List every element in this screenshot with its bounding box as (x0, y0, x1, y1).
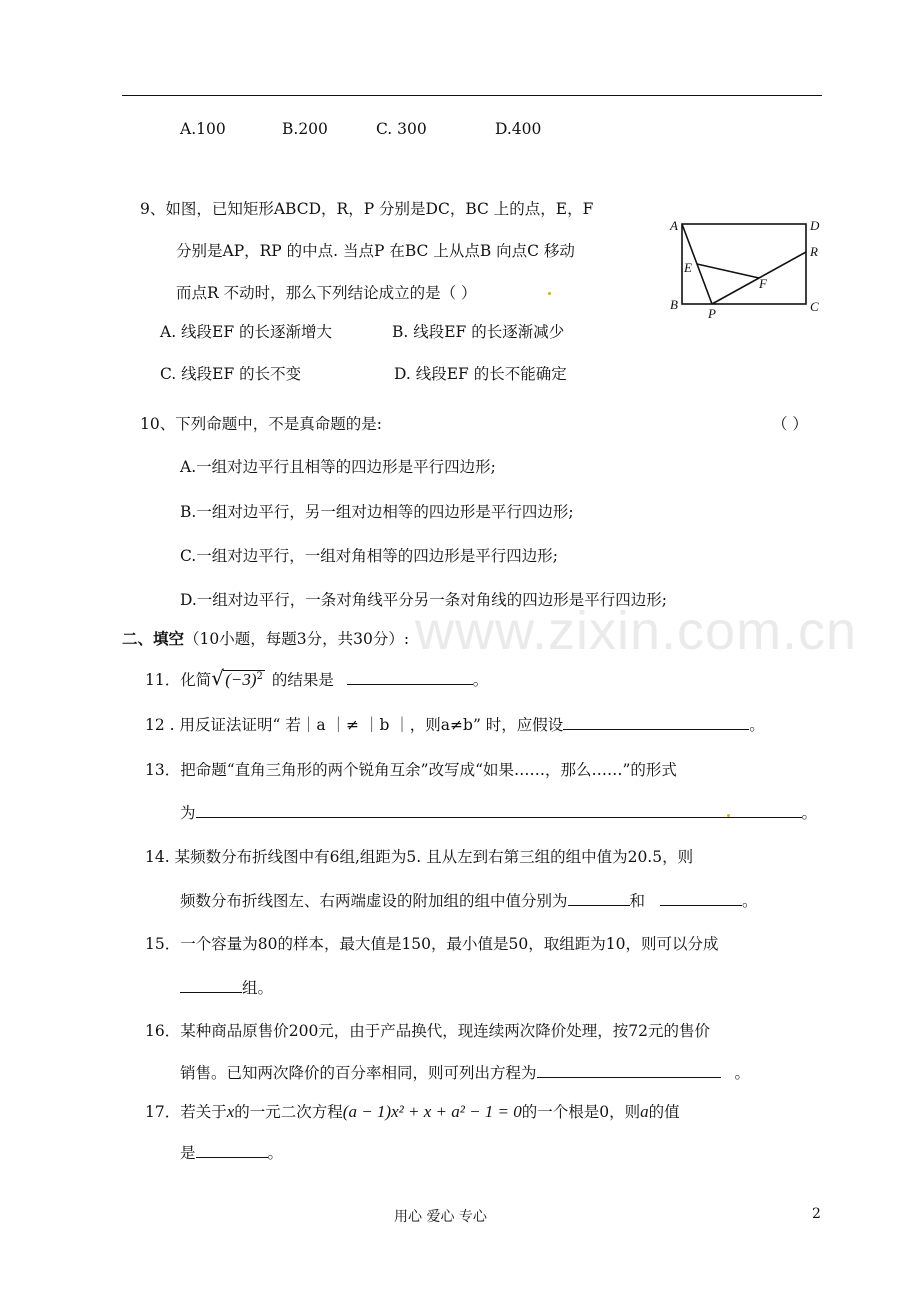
q17-answer-blank[interactable] (196, 1141, 268, 1158)
q9-option-a: A. 线段EF 的长逐渐增大 (160, 323, 333, 341)
q16-answer-blank[interactable] (537, 1061, 721, 1078)
q12 (145, 713, 765, 735)
page-number: 2 (812, 1206, 821, 1222)
q9-option-d: D. 线段EF 的长不能确定 (394, 365, 567, 383)
header-rule (122, 95, 822, 96)
q10-option-d: D.一组对边平行，一条对角线平分另一条对角线的四边形是平行四边形; (180, 591, 668, 609)
q8-option-a: A.100 (180, 120, 226, 138)
q11-exponent: 2 (256, 670, 263, 682)
q11-prefix: 11．化简 (145, 671, 212, 689)
rectangle-figure (662, 212, 832, 322)
q15-line1: 15．一个容量为80的样本，最大值是150，最小值是50，取组距为10，则可以分成 (145, 935, 719, 953)
q8-option-c: C. 300 (376, 120, 427, 138)
q13-end: 。 (801, 804, 818, 822)
q11-suffix: 的结果是 (266, 671, 334, 689)
q9-option-b: B. 线段EF 的长逐渐减少 (392, 323, 565, 341)
label-c: C (810, 299, 819, 314)
q17-end: 。 (267, 1144, 284, 1162)
q9-option-c: C. 线段EF 的长不变 (160, 365, 302, 383)
q14-and: 和 (629, 892, 646, 910)
q17-post1: 的一个根是0，则 (521, 1103, 641, 1121)
label-f: F (759, 276, 767, 291)
q16-end: 。 (734, 1064, 751, 1082)
q10-option-a: A.一组对边平行且相等的四边形是平行四边形; (180, 458, 496, 476)
q13-answer-blank[interactable] (196, 801, 802, 818)
label-b: B (670, 297, 678, 312)
q14-answer-blank-right[interactable] (660, 889, 742, 906)
q10-answer-paren: （ ） (772, 415, 808, 433)
q17-post2: 的值 (648, 1103, 680, 1121)
q15-answer-blank[interactable] (180, 976, 242, 993)
q15-line2 (180, 976, 273, 998)
sqrt-expression: √ $(-3)^2$ (211, 666, 263, 690)
q15-end: 组。 (242, 979, 274, 997)
q13-line1: 13．把命题“直角三角形的两个锐角互余”改写成“如果……，那么……”的形式 (145, 761, 677, 779)
q8-option-d: D.400 (495, 120, 542, 138)
label-p: P (708, 306, 716, 321)
section-2-title: 二、填空 (122, 629, 185, 648)
q16-prefix: 销售。已知两次降价的百分率相同，则可列出方程为 (180, 1064, 537, 1082)
label-d: D (810, 218, 820, 233)
q17-equation: (a − 1)x² + x + a² − 1 = 0 (342, 1102, 522, 1121)
q9-line3: 而点R 不动时，那么下列结论成立的是（ ） (176, 284, 477, 302)
q11-radicand: (−3) (225, 670, 257, 689)
q13-line2 (180, 801, 817, 823)
q17-line1 (145, 1100, 680, 1122)
q12-answer-blank[interactable] (563, 713, 749, 730)
q17-line2 (180, 1141, 283, 1163)
label-r: R (810, 244, 818, 259)
q9-line1: 9、如图，已知矩形ABCD，R，P 分别是DC，BC 上的点，E，F (140, 200, 594, 218)
q17-prefix: 17．若关于 (145, 1103, 227, 1121)
q17-prefix2: 是 (180, 1144, 196, 1162)
yellow-mark (727, 814, 730, 817)
q13-prefix: 为 (180, 804, 196, 822)
q16-line2 (180, 1061, 750, 1083)
q14-answer-blank-left[interactable] (568, 889, 630, 906)
q10-option-b: B.一组对边平行，另一组对边相等的四边形是平行四边形; (180, 503, 574, 521)
q11 (145, 668, 488, 690)
q9-line2: 分别是AP，RP 的中点. 当点P 在BC 上从点B 向点C 移动 (176, 242, 575, 260)
q16-line1: 16．某种商品原售价200元，由于产品换代，现连续两次降价处理，按72元的售价 (145, 1022, 711, 1040)
footer-motto: 用心 爱心 专心 (394, 1209, 487, 1225)
q10-stem: 10、下列命题中，不是真命题的是: (140, 415, 382, 433)
yellow-mark (548, 292, 551, 295)
label-e: E (684, 260, 692, 275)
q17-var-x: x (226, 1102, 235, 1121)
watermark: www.zixin.com.cn (415, 601, 858, 661)
segment-ef (697, 264, 759, 278)
q14-line1: 14. 某频数分布折线图中有6组,组距为5. 且从左到右第三组的组中值为20.5，则 (145, 848, 694, 866)
q14-end: 。 (741, 892, 758, 910)
q11-end: 。 (472, 671, 489, 689)
q14-line2 (180, 889, 757, 911)
label-a: A (670, 218, 678, 233)
q12-end: 。 (749, 716, 765, 734)
section-2-note: （10小题，每题3分，共30分）: (184, 630, 410, 648)
q12-text: 12 . 用反证法证明“ 若｜a ｜≠ ｜b ｜，则a≠b” 时，应假设 (145, 716, 564, 734)
q17-var-a: a (640, 1102, 649, 1121)
section-2-heading (122, 627, 409, 649)
q8-option-b: B.200 (282, 120, 328, 138)
q14-prefix: 频数分布折线图左、右两端虚设的附加组的组中值分别为 (180, 892, 568, 910)
q11-answer-blank[interactable] (347, 668, 473, 685)
q10-option-c: C.一组对边平行，一组对角相等的四边形是平行四边形; (180, 547, 558, 565)
q17-mid: 的一元二次方程 (234, 1103, 343, 1121)
